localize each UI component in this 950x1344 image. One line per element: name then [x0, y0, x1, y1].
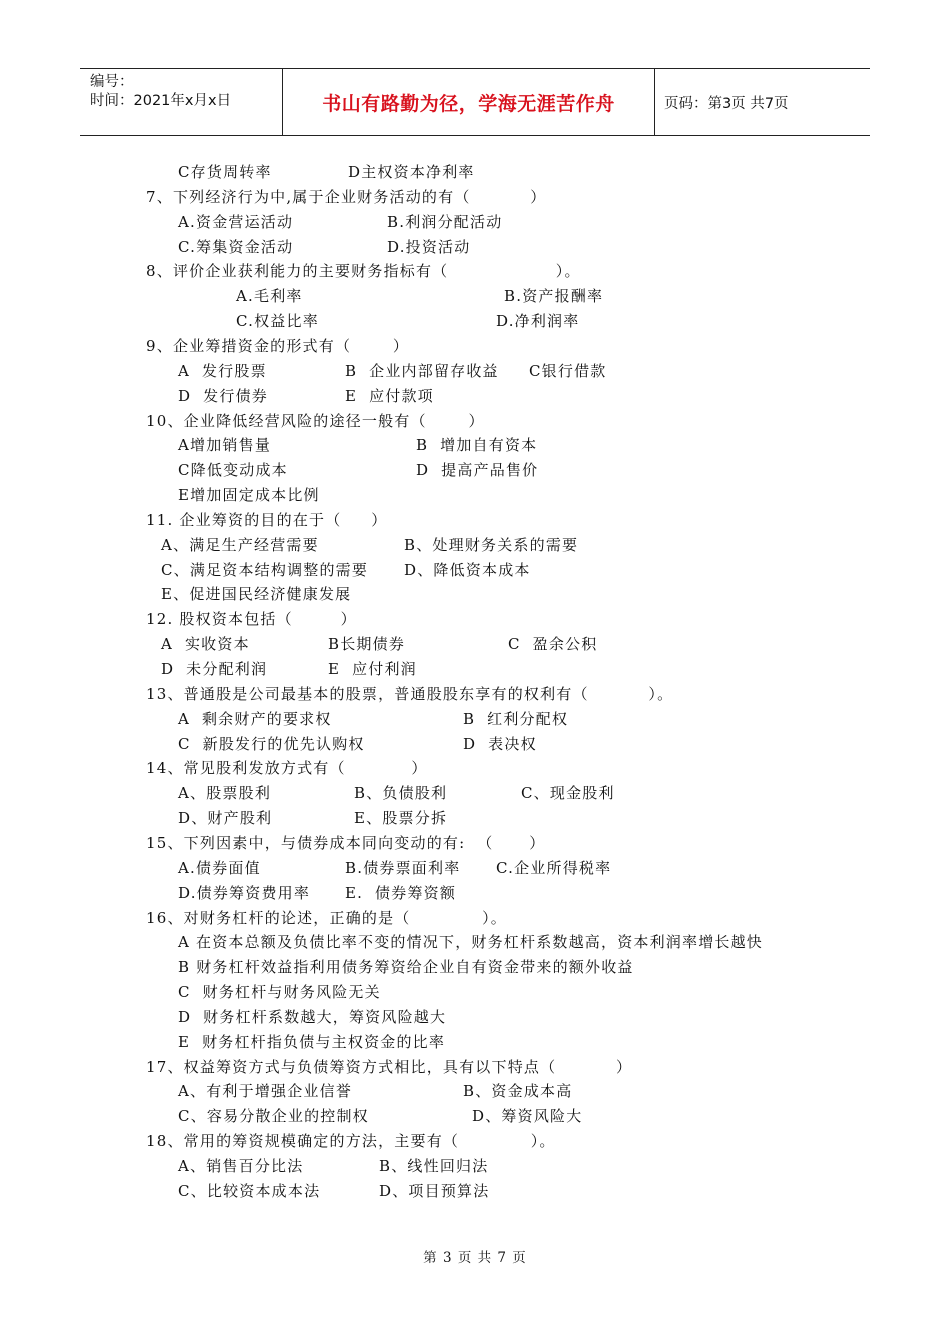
question-line: A、有利于增强企业信誉 [178, 1082, 353, 1101]
option-text: D.净利润率 [496, 312, 580, 331]
option-text: B、资金成本高 [463, 1082, 573, 1101]
option-text: D 提高产品售价 [416, 461, 539, 480]
question-line: A 实收资本 [161, 635, 250, 654]
question-line: C.权益比率 [236, 312, 319, 331]
option-text: C.企业所得税率 [496, 858, 612, 877]
header-meta-cell [80, 69, 283, 135]
question-line: A 在资本总额及负债比率不变的情况下，财务杠杆系数越高，资本利润率增长越快 [178, 933, 764, 952]
option-text: B长期债券 [328, 635, 406, 654]
question-line: A增加销售量 [178, 436, 272, 455]
question-line: A 发行股票 [178, 361, 267, 380]
option-text: E 应付利润 [328, 660, 417, 678]
question-line: A、满足生产经营需要 [161, 535, 319, 554]
option-text: D、筹资风险大 [472, 1107, 583, 1126]
option-text: E. 债券筹资额 [345, 883, 457, 902]
option-text: D主权资本净利率 [348, 163, 475, 181]
question-line: C存货周转率 [178, 163, 272, 181]
option-text: D、项目预算法 [379, 1181, 490, 1200]
question-line: C降低变动成本 [178, 461, 288, 480]
number-label: 编号： [90, 74, 134, 90]
question-line: C.筹集资金活动 [178, 237, 294, 256]
question-line: 16、对财务杠杆的论述，正确的是（ ）。 [146, 908, 508, 927]
question-line: A.资金营运活动 [178, 212, 294, 231]
question-line: C、满足资本结构调整的需要 [161, 560, 369, 579]
option-text: B、处理财务关系的需要 [404, 535, 579, 554]
option-text: B、线性回归法 [379, 1157, 489, 1175]
option-text: B、负债股利 [354, 784, 448, 803]
question-line: A 剩余财产的要求权 [178, 709, 332, 728]
option-text: B 企业内部留存收益 [345, 361, 499, 380]
option-text: C 盈余公积 [508, 635, 598, 654]
option-text: E 应付款项 [345, 386, 434, 405]
question-line: C 新股发行的优先认购权 [178, 734, 365, 753]
option-text: B 增加自有资本 [416, 436, 538, 455]
question-line: C 财务杠杆与财务风险无关 [178, 983, 381, 1002]
question-line: C、容易分散企业的控制权 [178, 1107, 369, 1126]
question-line: 14、常见股利发放方式有（ ） [146, 759, 428, 778]
question-line: D.债券筹资费用率 [178, 883, 311, 902]
option-text: B 红利分配权 [463, 709, 569, 728]
question-line: A、销售百分比法 [178, 1157, 304, 1175]
question-line: 7、下列经济行为中,属于企业财务活动的有（ ） [146, 187, 547, 206]
question-line: A.债券面值 [178, 858, 261, 877]
page-footer: 第 3 页 共 7 页 [423, 1250, 527, 1266]
option-text: C银行借款 [529, 361, 607, 380]
question-line: E 财务杠杆指负债与主权资金的比率 [178, 1032, 446, 1051]
question-line: 15、下列因素中，与债券成本同向变动的有: （ ） [146, 833, 546, 852]
option-text: D、降低资本成本 [404, 560, 531, 579]
question-line: 9、企业筹措资金的形式有（ ） [146, 336, 410, 355]
option-text: E、股票分拆 [354, 809, 448, 828]
option-text: B.资产报酬率 [504, 287, 604, 306]
question-line: 12. 股权资本包括（ ） [146, 610, 357, 629]
question-line: 17、权益筹资方式与负债筹资方式相比，具有以下特点（ ） [146, 1057, 633, 1076]
question-line: E增加固定成本比例 [178, 486, 320, 505]
question-line: 11. 企业筹资的目的在于（ ） [146, 510, 388, 529]
option-text: B.债券票面利率 [345, 858, 461, 877]
page-header-table [80, 68, 870, 136]
question-line: A、股票股利 [178, 784, 272, 803]
question-line: A.毛利率 [236, 287, 303, 306]
question-line: D 财务杠杆系数越大，筹资风险越大 [178, 1007, 447, 1026]
option-text: D 表决权 [463, 734, 537, 753]
header-page-info: 页码：第3页 共7页 [664, 95, 789, 112]
question-line: 10、企业降低经营风险的途径一般有（ ） [146, 411, 485, 430]
question-line: C、比较资本成本法 [178, 1181, 321, 1200]
question-line: 8、评价企业获利能力的主要财务指标有（ ）。 [146, 262, 581, 281]
option-text: C、现金股利 [521, 784, 615, 803]
question-line: E、促进国民经济健康发展 [161, 585, 352, 604]
question-line: D 未分配利润 [161, 660, 268, 678]
option-text: B.利润分配活动 [387, 212, 503, 231]
option-text: D.投资活动 [387, 237, 471, 256]
question-line: 18、常用的筹资规模确定的方法，主要有（ ）。 [146, 1132, 556, 1151]
time-label: 时间：2021年x月x日 [90, 93, 232, 109]
question-line: D、财产股利 [178, 809, 273, 828]
header-slogan: 书山有路勤为径，学海无涯苦作舟 [283, 69, 655, 135]
question-line: 13、普通股是公司最基本的股票，普通股股东享有的权利有（ ）。 [146, 684, 674, 703]
question-line: D 发行债券 [178, 386, 268, 405]
question-line: B 财务杠杆效益指利用债务筹资给企业自有资金带来的额外收益 [178, 958, 634, 977]
